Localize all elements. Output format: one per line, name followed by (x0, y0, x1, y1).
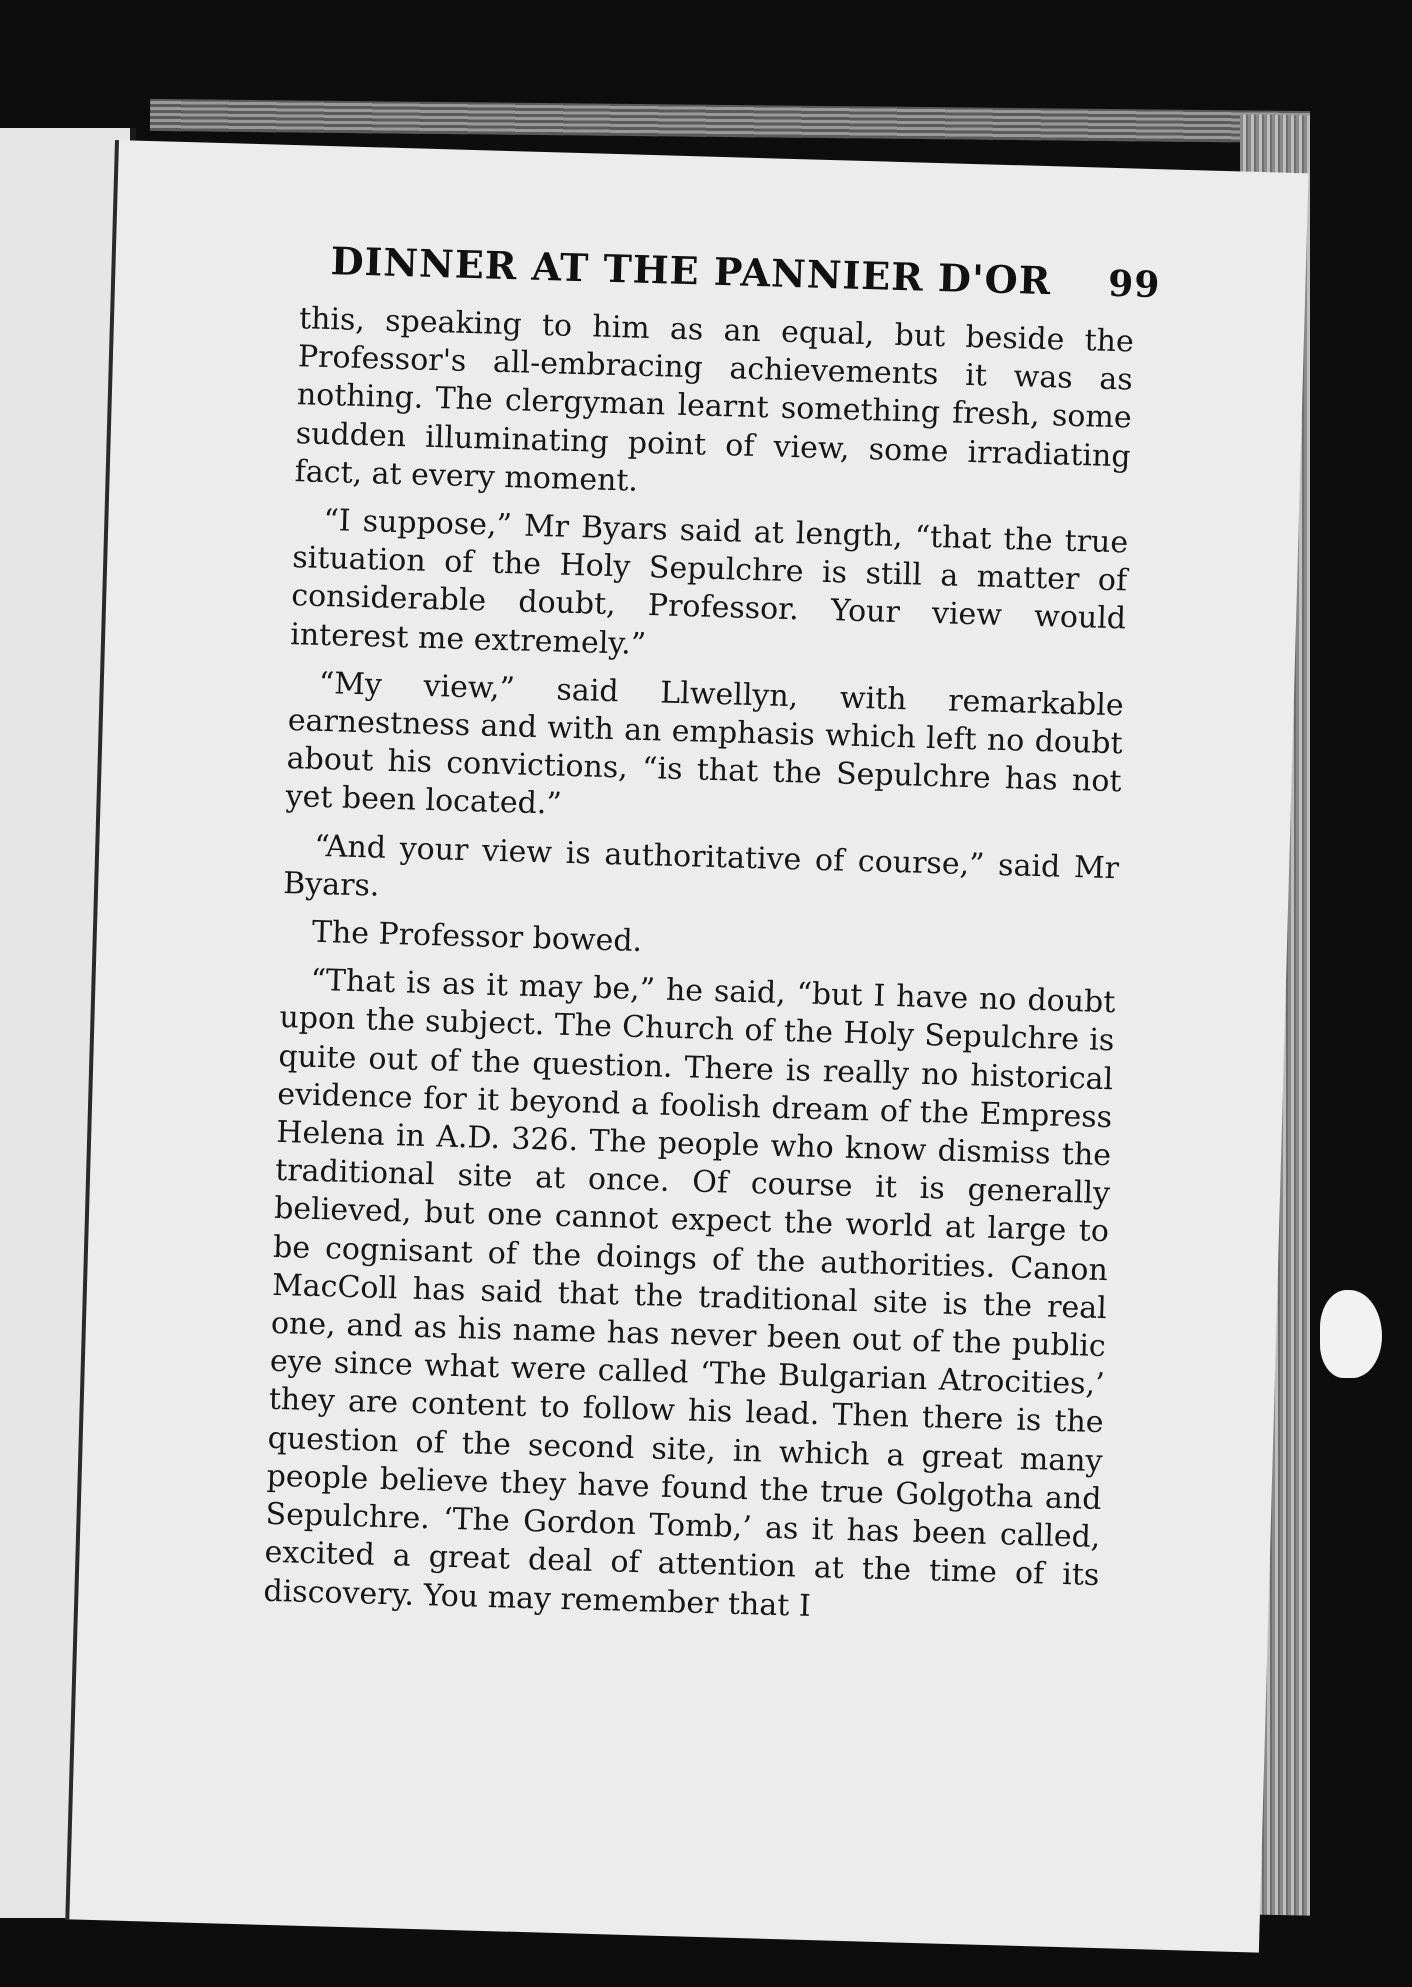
paragraph: “My view,” said Llwellyn, with remarkable earnestness and with an emphasis which left no doubt about his convictions, “is that the Sepulchre has not yet been located.” (285, 665, 1125, 823)
running-head (330, 238, 1161, 306)
paragraph: this, speaking to him as an equal, but beside the Professor's all-embracing achievements it was as nothing. The clergyman learnt something fresh, some sudden illuminating point of view, some irradiating fact, at every moment. (294, 301, 1135, 499)
paragraph: The Professor bowed. (311, 914, 643, 960)
chapter-title: DINNER AT THE PANNIER D'OR (330, 238, 1052, 304)
book-top-edge (150, 99, 1310, 143)
paragraph: “That is as it may be,” he said, “but I have no doubt upon the subject. The Church of the Holy Sepulchre is quite out of the question. There is really no historical evidence for it beyond a foolish dream of the Empress Helena in A.D. 326. The people who know dismiss the traditional site at once. Of course it is generally believed, but one cannot expect the world at large to be cognisant of the doings of the authorities. Canon MacColl has said that the traditional site is the real one, and as his name has never been out of the public eye since what were called ‘The Bulgarian Atrocities,’ they are content to follow his lead. Then there is the question of the second site, in which a great many people believe they have found the true Golgotha and Sepulchre. ‘The Gordon Tomb,’ as it has been called, excited a great deal of attention at the time of its discovery. You may remember that I (263, 963, 1116, 1624)
paper-blot (1320, 1290, 1382, 1378)
body-text (263, 300, 1135, 1644)
paragraph: “And your view is authoritative of course,” said Mr Byars. (282, 828, 1120, 904)
paragraph: “I suppose,” Mr Byars said at length, “that the true situation of the Holy Sepulchre is still a matter of considerable doubt, Professor. Your view would interest me extremely.” (289, 502, 1129, 662)
book-page (65, 140, 1308, 1953)
page-number: 99 (1107, 262, 1161, 307)
